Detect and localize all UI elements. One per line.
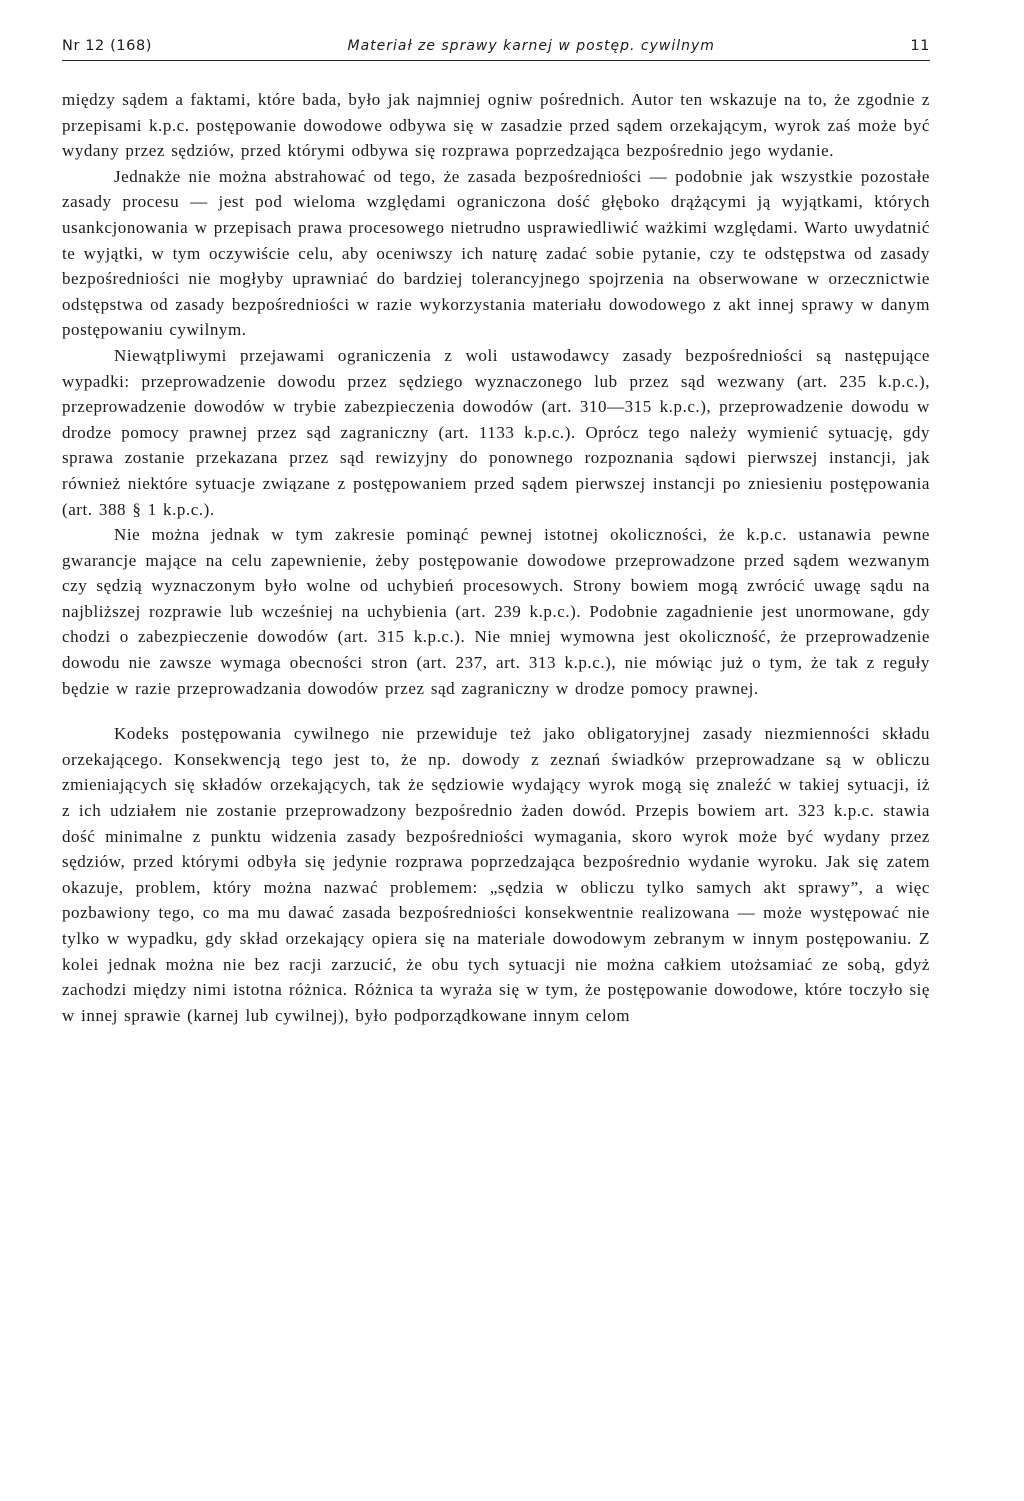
page-number: 11 xyxy=(910,38,930,54)
running-header xyxy=(62,30,930,61)
paragraph: Kodeks postępowania cywilnego nie przewiduje też jako obligatoryjnej zasady niezmienności składu orzekającego. Konsekwencją tego jest to, że np. dowody z zeznań świadków przeprowadzane są w obliczu zmieniających się składów orzekających, tak że sędziowie wydający wyrok mogą się znaleźć w takiej sytuacji, iż z ich udziałem nie zostanie przeprowadzony bezpośrednio żaden dowód. Przepis bowiem art. 323 k.p.c. stawia dość minimalne z punktu widzenia zasady bezpośredniości wymagania, skoro wyrok może być wydany przez sędziów, przed którymi odbyła się jedynie rozprawa poprzedzająca bezpośrednio wydanie wyroku. Jak się zatem okazuje, problem, który można nazwać problemem: „sędzia w obliczu tylko samych akt sprawy”, a więc pozbawiony tego, co ma mu dawać zasada bezpośredniości konsekwentnie realizowana — może występować nie tylko w wypadku, gdy skład orzekający opiera się na materiale dowodowym zebranym w innym postępowaniu. Z kolei jednak można nie bez racji zarzucić, że obu tych sytuacji nie można całkiem utożsamiać ze sobą, gdyż zachodzi między nimi istotna różnica. Różnica ta wyraża się w tym, że postępowanie dowodowe, które toczyło się w innej sprawie (karnej lub cywilnej), było podporządkowane innym celom xyxy=(62,724,930,1025)
paragraph: Jednakże nie można abstrahować od tego, że zasada bezpośredniości — podobnie jak wszystkie pozostałe zasady procesu — jest pod wieloma względami ograniczona dość głęboko drążącymi ją wyjątkami, których usankcjonowania w przepisach prawa procesowego nietrudno usprawiedliwić ważkimi względami. Warto uwydatnić te wyjątki, w tym oczywiście celu, aby oceniwszy ich naturę zadać sobie pytanie, czy te odstępstwa od zasady bezpośredniości nie mogłyby uprawniać do bardziej tolerancyjnego spojrzenia na obserwowane w orzecznictwie odstępstwa od zasady bezpośredniości w razie wykorzystania materiału dowodowego z akt innej sprawy w danym postępowaniu cywilnym. xyxy=(62,166,930,340)
article-body xyxy=(62,87,930,1028)
journal-issue-number: Nr 12 (168) xyxy=(62,38,153,54)
paragraph: Niewątpliwymi przejawami ograniczenia z woli ustawodawcy zasady bezpośredniości są następujące wypadki: przeprowadzenie dowodu przez sędziego wyznaczonego lub przez sąd wezwany (art. 235 k.p.c.), przeprowadzenie dowodów w trybie zabezpieczenia dowodów (art. 310—315 k.p.c.), przeprowadzenie dowodu w drodze pomocy prawnej przez sąd zagraniczny (art. 1133 k.p.c.). Oprócz tego należy wymienić sytuację, gdy sprawa zostanie przekazana przez sąd rewizyjny do ponownego rozpoznania sądowi pierwszej instancji, jak również niektóre sytuacje związane z postępowaniem przed sądem pierwszej instancji po zniesieniu postępowania (art. 388 § 1 k.p.c.). xyxy=(62,345,930,519)
document-page xyxy=(62,30,930,1028)
paragraph: Nie można jednak w tym zakresie pominąć pewnej istotnej okoliczności, że k.p.c. ustanawia pewne gwarancje mające na celu zapewnienie, żeby postępowanie dowodowe przeprowadzone przed sądem wezwanym czy sędzią wyznaczonym było wolne od uchybień procesowych. Strony bowiem mogą zwrócić uwagę sądu na najbliższej rozprawie lub wcześniej na uchybienia (art. 239 k.p.c.). Podobnie zagadnienie jest unormowane, gdy chodzi o zabezpieczenie dowodów (art. 315 k.p.c.). Nie mniej wymowna jest okoliczność, że przeprowadzenie dowodu nie zawsze wymaga obecności stron (art. 237, art. 313 k.p.c.), nie mówiąc już o tym, że tak z reguły będzie w razie przeprowadzania dowodów przez sąd zagraniczny w drodze pomocy prawnej. xyxy=(62,525,930,698)
paragraph-continuation: między sądem a faktami, które bada, było jak najmniej ogniw pośrednich. Autor ten wskazuje na to, że zgodnie z przepisami k.p.c. postępowanie dowodowe odbywa się w zasadzie przed sądem orzekającym, wyrok zaś może być wydany przez sędziów, przed którymi odbywa się rozprawa poprzedzająca bezpośrednio jego wydanie. xyxy=(62,90,930,161)
running-title: Materiał ze sprawy karnej w postęp. cywilnym xyxy=(347,38,715,54)
